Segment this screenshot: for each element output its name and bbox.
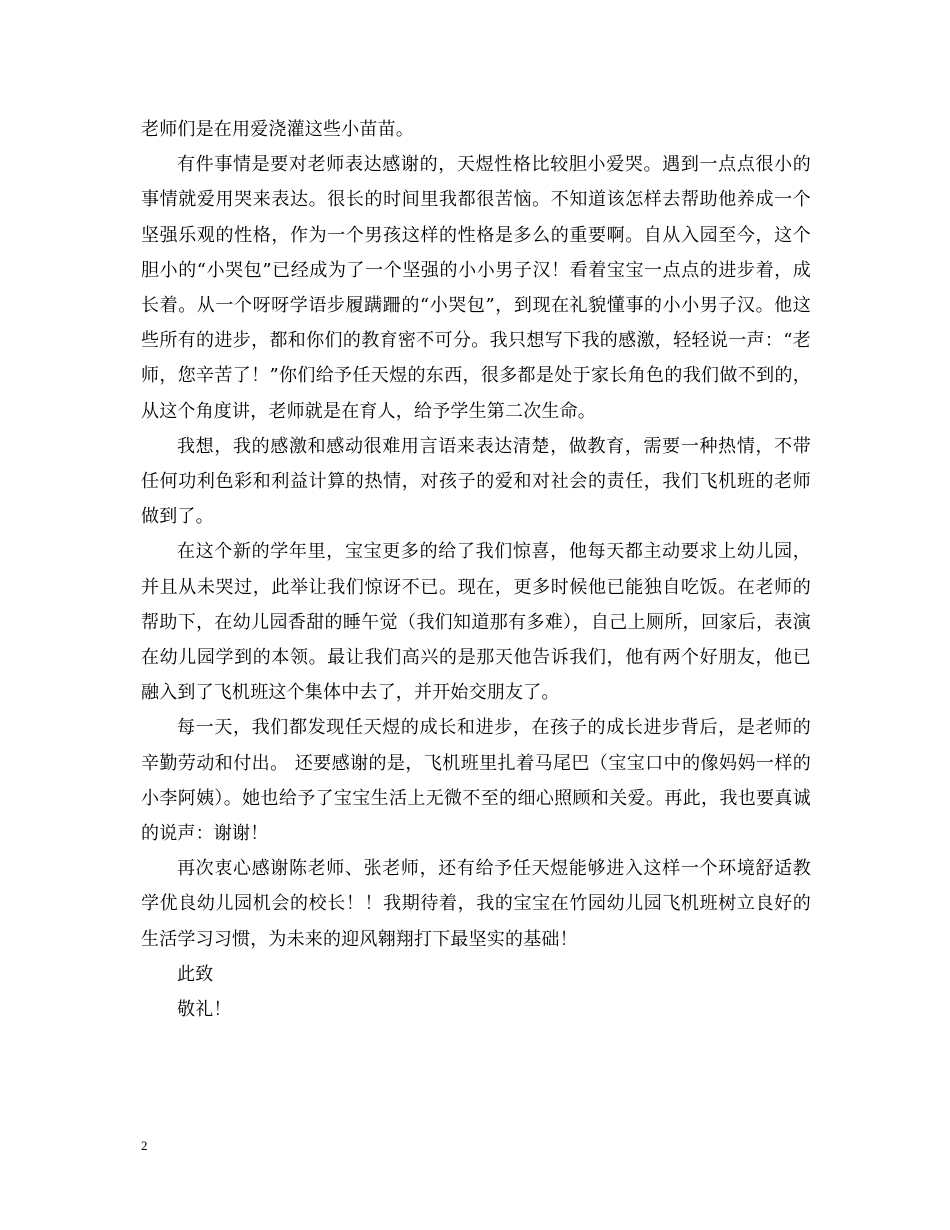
closing-regards: 敬礼！ — [177, 999, 232, 1021]
paragraph-continuation: 老师们是在用爱浇灌这些小苗苗。 — [141, 119, 414, 140]
closing-salutation: 此致 — [177, 963, 214, 985]
paragraph-final-thanks: 再次衷心感谢陈老师、张老师，还有给予任天煜能够进入这样一个环境舒适教学优良幼儿园机会的校长！！我期待着，我的宝宝在竹园幼儿园飞机班树立良好的生活学习习惯，为未来的迎风翱翔打下最坚实的基础！ — [141, 858, 811, 950]
paragraph-gratitude-education: 我想，我的感激和感动很难用言语来表达清楚，做教育，需要一种热情，不带任何功利色彩和利益计算的热情，对孩子的爱和对社会的责任，我们飞机班的老师做到了。 — [141, 435, 811, 528]
page-number: 2 — [141, 1138, 148, 1153]
letter-body — [141, 112, 811, 1027]
paragraph-new-school-year: 在这个新的学年里，宝宝更多的给了我们惊喜，他每天都主动要求上幼儿园，并且从未哭过，此举让我们惊讶不已。现在，更多时候他已能独自吃饭。在老师的帮助下，在幼儿园香甜的睡午觉（我们知道那有多难），自己上厕所，回家后，表演在幼儿园学到的本领。最让我们高兴的是那天他告诉我们，他有两个好朋友，他已融入到了飞机班这个集体中去了，并开始交朋友了。 — [141, 541, 811, 704]
paragraph-daily-progress: 每一天，我们都发现任天煜的成长和进步，在孩子的成长进步背后，是老师的辛勤劳动和付出。 还要感谢的是，飞机班里扎着马尾巴（宝宝口中的像妈妈一样的小李阿姨）。她也给予了宝宝生活上无微不至的细心照顾和关爱。再此，我也要真诚的说声：谢谢！ — [141, 717, 811, 845]
paragraph-thanks-for-courage: 有件事情是要对老师表达感谢的，天煜性格比较胆小爱哭。遇到一点点很小的事情就爱用哭来表达。很长的时间里我都很苦恼。不知道该怎样去帮助他养成一个坚强乐观的性格，作为一个男孩这样的性格是多么的重要啊。自从入园至今，这个胆小的“小哭包”已经成为了一个坚强的小小男子汉！看着宝宝一点点的进步着，成长着。从一个呀呀学语步履蹒跚的“小哭包”，到现在礼貌懂事的小小男子汉。他这些所有的进步，都和你们的教育密不可分。我只想写下我的感激，轻轻说一声：“老师，您辛苦了！”你们给予任天煜的东西，很多都是处于家长角色的我们做不到的，从这个角度讲，老师就是在育人，给予学生第二次生命。 — [141, 154, 811, 422]
